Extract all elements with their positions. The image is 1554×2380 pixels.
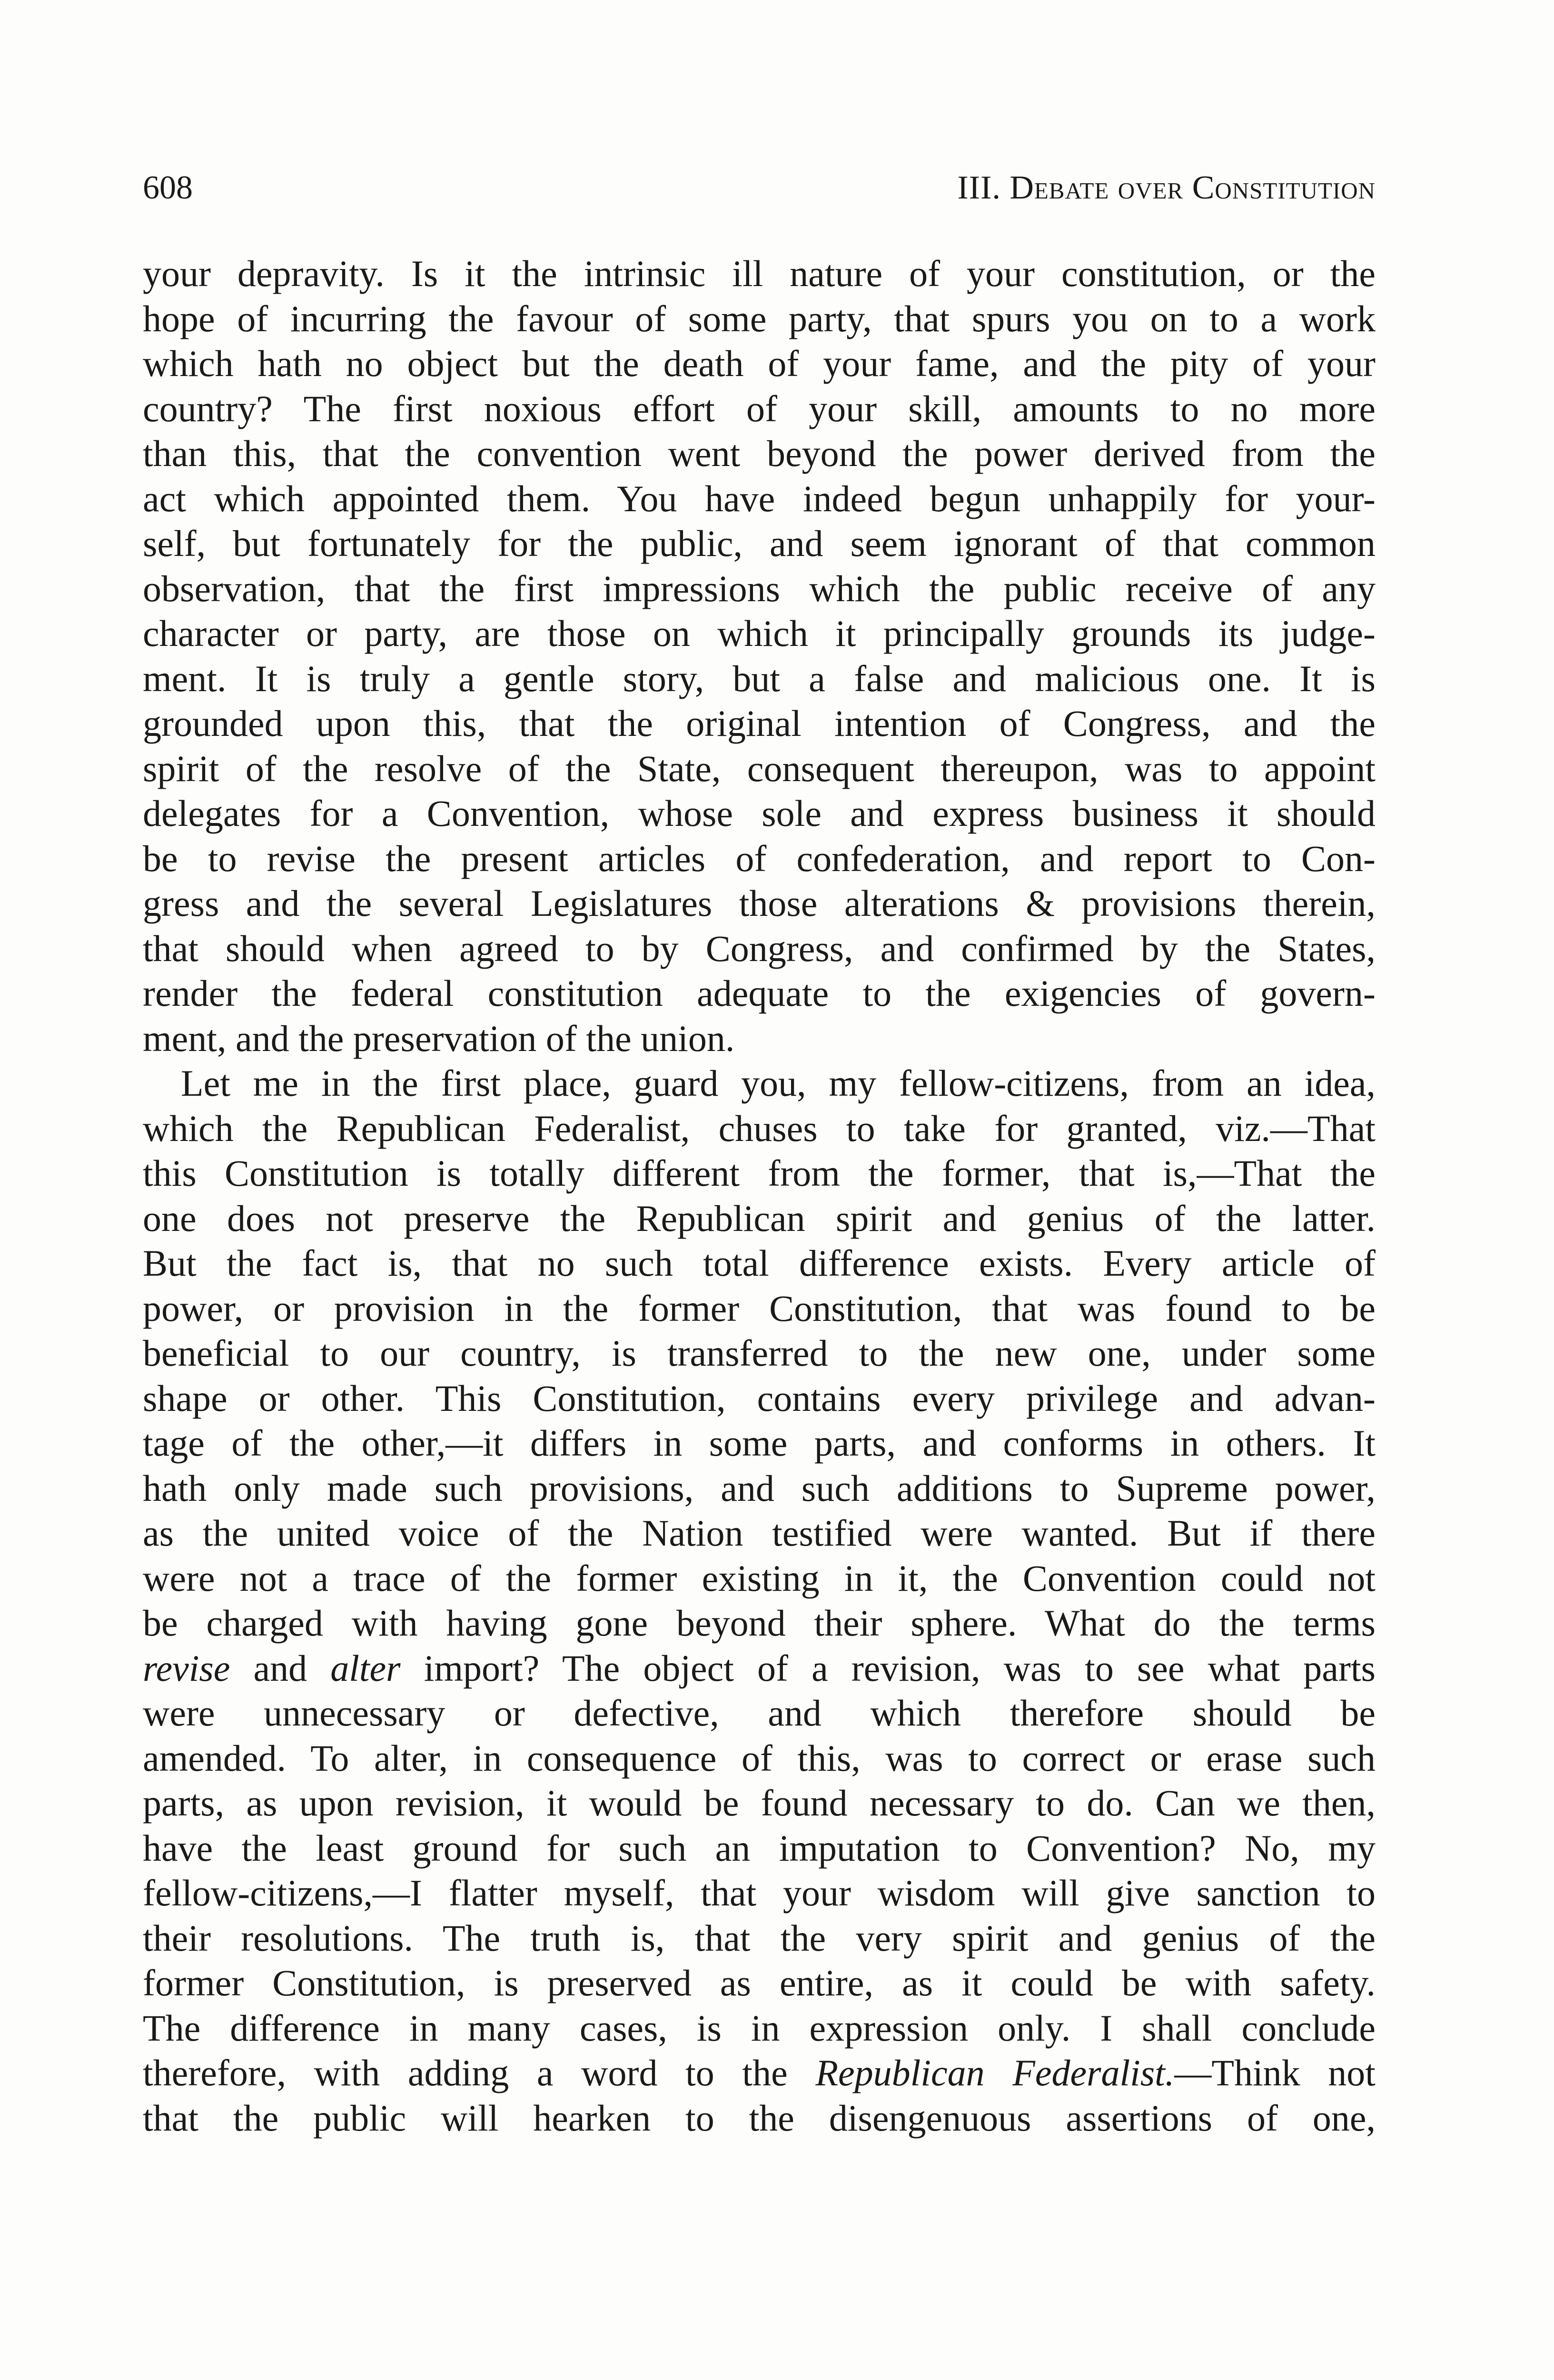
text-line: hope of incurring the favour of some party, that spurs you on to a work [143,298,1376,339]
text-line: have the least ground for such an imputation to Convention? No, my [143,1827,1376,1869]
text-fragment: —Think not [1174,2052,1376,2093]
text-line: power, or provision in the former Constitution, that was found to be [143,1287,1376,1329]
text-fragment: and [230,1647,331,1689]
text-line: as the united voice of the Nation testified were wanted. But if there [143,1512,1376,1554]
italic-title-republican-federalist: Republican Federalist. [815,2052,1175,2093]
text-line: your depravity. Is it the intrinsic ill nature of your constitution, or the [143,253,1376,294]
text-line: hath only made such provisions, and such additions to Supreme power, [143,1467,1376,1509]
section-title: III. Debate over Constitution [957,169,1376,206]
text-line: delegates for a Convention, whose sole and express business it should [143,793,1376,834]
text-line: one does not preserve the Republican spirit and genius of the latter. [143,1197,1376,1239]
text-line: tage of the other,—it differs in some parts, and conforms in others. It [143,1422,1376,1464]
text-line: spirit of the resolve of the State, consequent thereupon, was to appoint [143,747,1376,789]
text-line: than this, that the convention went beyond the power derived from the [143,433,1376,474]
text-line: be charged with having gone beyond their sphere. What do the terms [143,1602,1376,1644]
italic-word-alter: alter [330,1647,401,1689]
text-line: which the Republican Federalist, chuses to take for granted, viz.—That [143,1107,1376,1149]
text-line: The difference in many cases, is in expression only. I shall conclude [143,2007,1376,2049]
text-line: beneficial to our country, is transferred to the new one, under some [143,1332,1376,1374]
text-line: amended. To alter, in consequence of this, was to correct or erase such [143,1737,1376,1779]
text-line: that should when agreed to by Congress, and confirmed by the States, [143,927,1376,969]
text-line: that the public will hearken to the disengenuous assertions of one, [143,2097,1376,2139]
text-line: were not a trace of the former existing in it, the Convention could not [143,1557,1376,1599]
text-line: act which appointed them. You have indeed begun unhappily for your- [143,477,1376,519]
text-line: which hath no object but the death of your fame, and the pity of your [143,343,1376,384]
text-line: render the federal constitution adequate to the exigencies of govern- [143,972,1376,1014]
text-line-with-italics [143,2051,1376,2096]
text-line: ment. It is truly a gentle story, but a false and malicious one. It is [143,657,1376,699]
italic-word-revise: revise [143,1647,230,1689]
page-number: 608 [143,169,193,206]
text-line: But the fact is, that no such total difference exists. Every article of [143,1242,1376,1284]
text-line: fellow-citizens,—I flatter myself, that your wisdom will give sanction to [143,1872,1376,1914]
text-line: parts, as upon revision, it would be found necessary to do. Can we then, [143,1782,1376,1824]
text-line: gress and the several Legislatures those alterations & provisions therein, [143,883,1376,924]
text-line: ment, and the preservation of the union. [143,1017,735,1059]
running-head [143,167,1376,209]
text-line: former Constitution, is preserved as entire, as it could be with safety. [143,1962,1376,2003]
text-line: observation, that the first impressions which the public receive of any [143,567,1376,609]
text-line: character or party, are those on which it principally grounds its judge- [143,613,1376,654]
text-line: their resolutions. The truth is, that the very spirit and genius of the [143,1917,1376,1959]
text-line: grounded upon this, that the original intention of Congress, and the [143,703,1376,744]
text-line: this Constitution is totally different from the former, that is,—That the [143,1152,1376,1194]
paragraph-start-line: Let me in the first place, guard you, my fellow-citizens, from an idea, [181,1062,1376,1104]
text-line: country? The first noxious effort of your skill, amounts to no more [143,387,1376,429]
text-line-with-italics [143,1646,1376,1691]
text-line: were unnecessary or defective, and which therefore should be [143,1692,1376,1734]
text-fragment: therefore, with adding a word to the [143,2052,816,2093]
text-line: self, but fortunately for the public, and seem ignorant of that common [143,523,1376,564]
text-line: be to revise the present articles of confederation, and report to Con- [143,837,1376,879]
text-line: shape or other. This Constitution, contains every privilege and advan- [143,1377,1376,1419]
text-fragment: import? The object of a revision, was to see what parts [400,1647,1376,1689]
body-text [143,251,1376,2141]
